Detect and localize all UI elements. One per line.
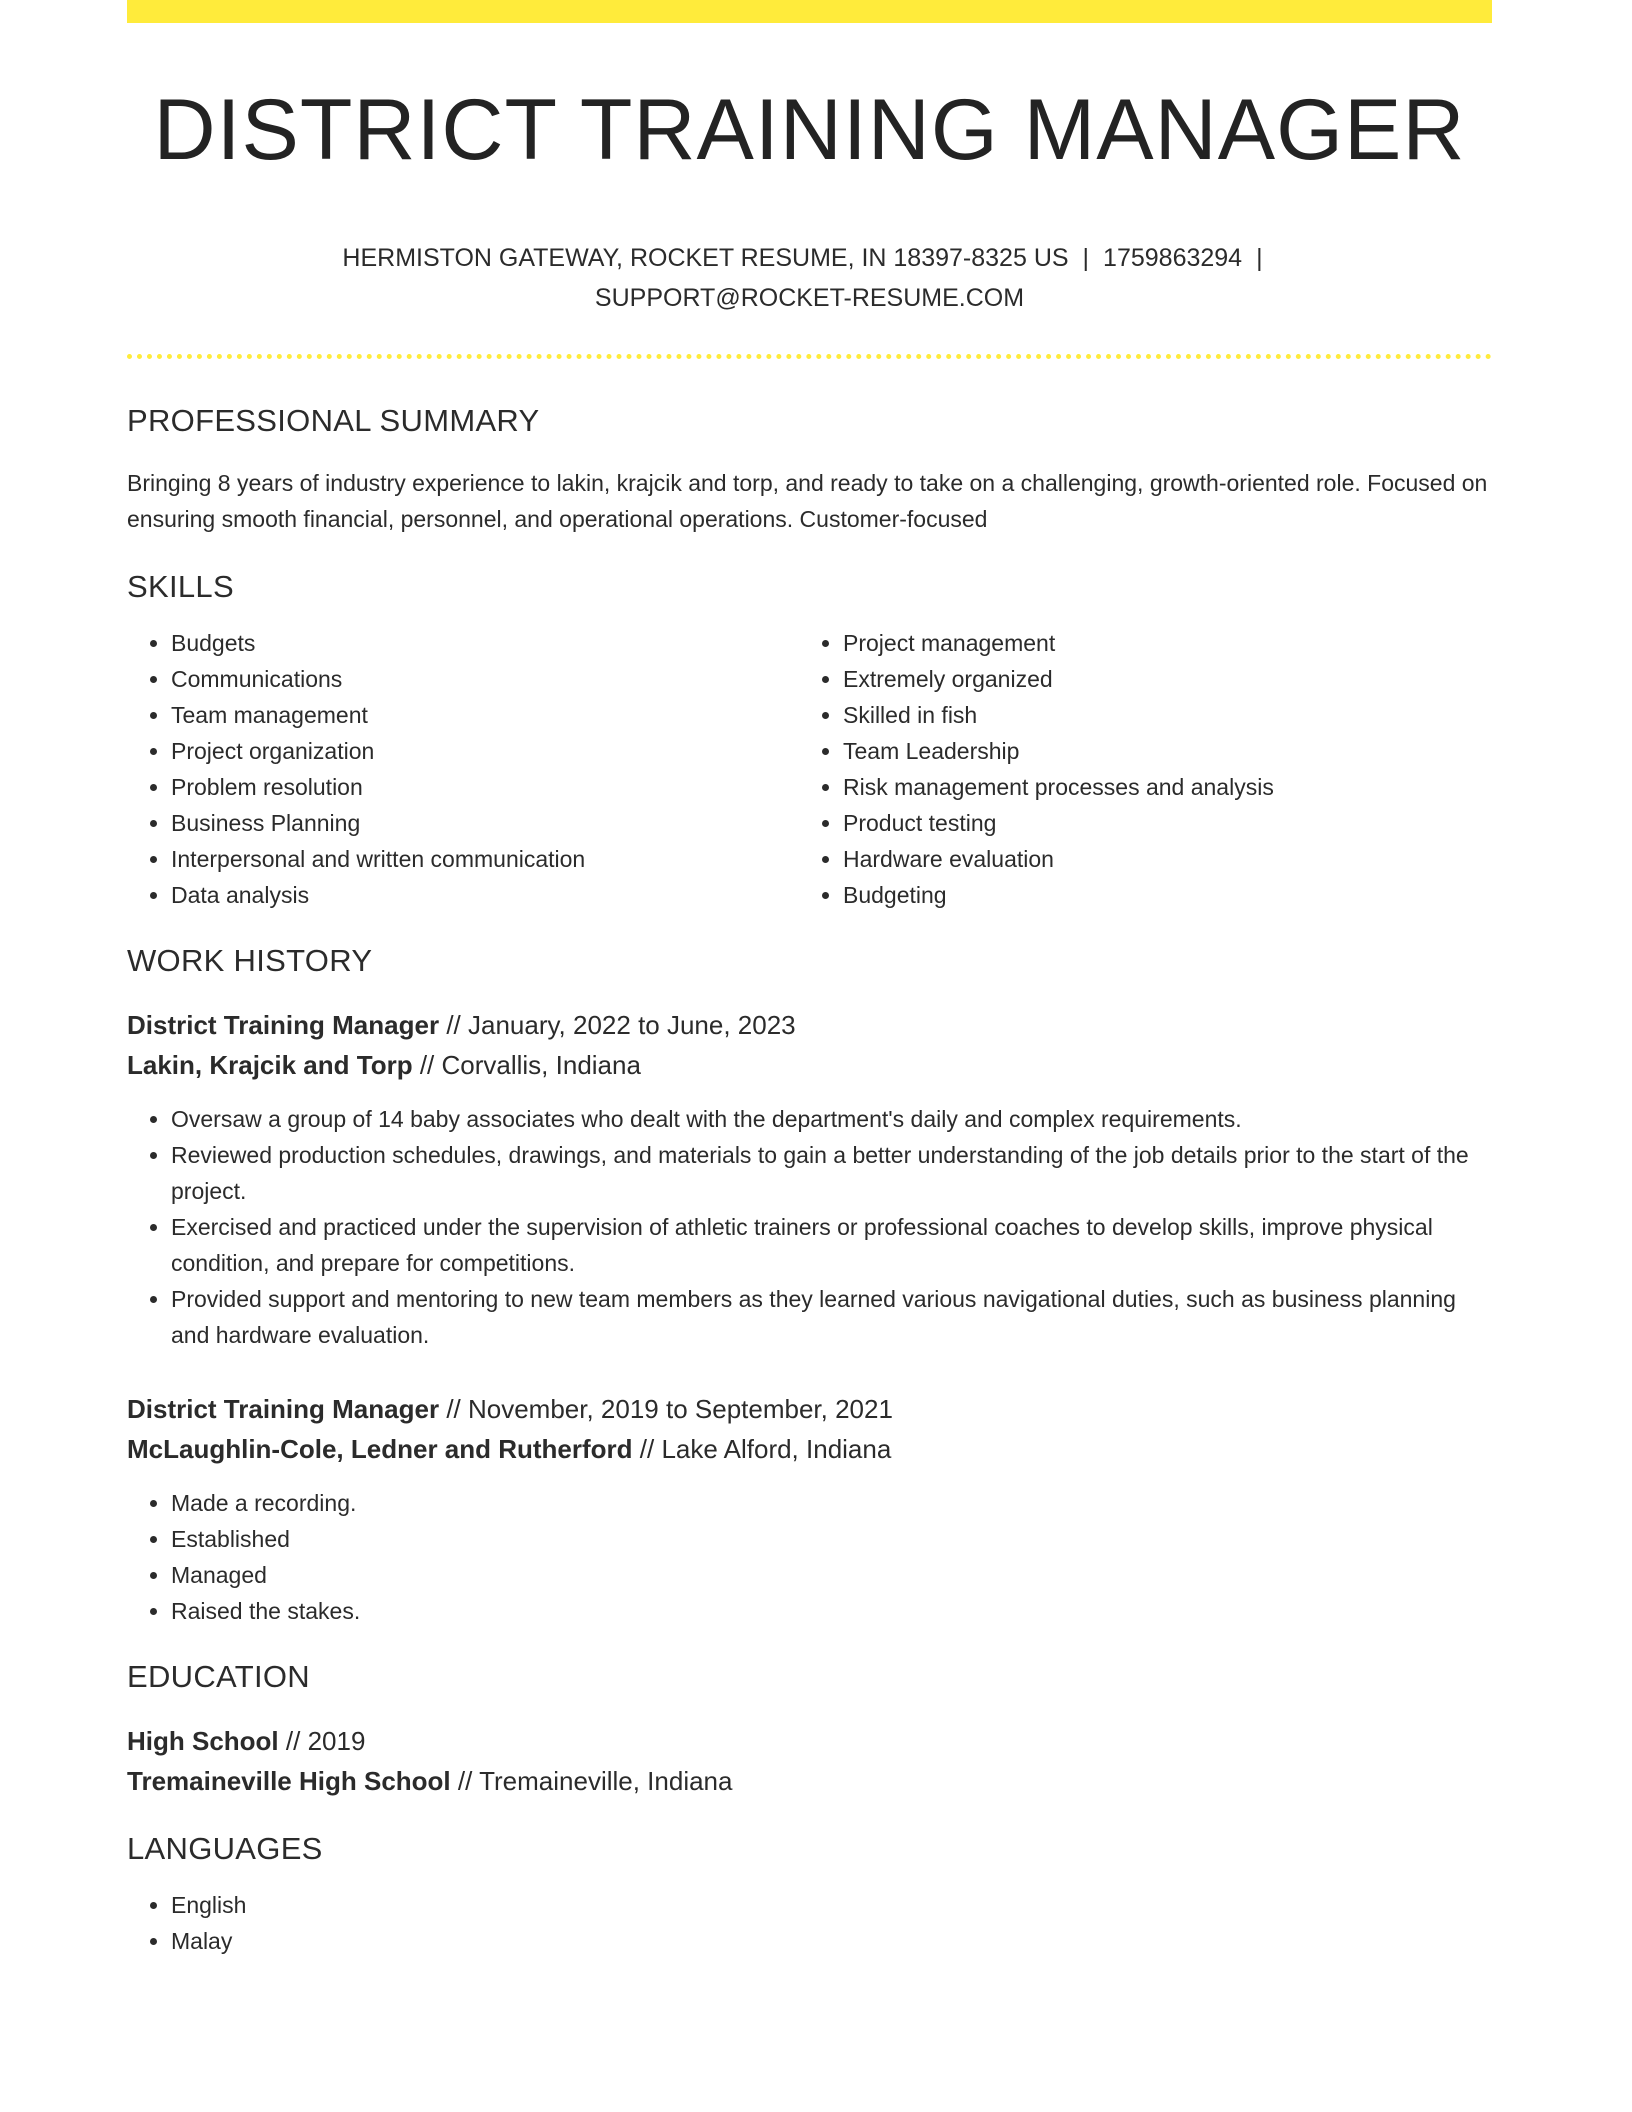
skill-item: • Problem resolution <box>171 769 799 805</box>
job-bullets <box>127 1485 1492 1629</box>
top-accent-bar <box>127 0 1492 23</box>
job-bullet: • Made a recording. <box>171 1485 1492 1521</box>
contact-address: HERMISTON GATEWAY, ROCKET RESUME, IN 18397-8325 US <box>342 243 1069 272</box>
resume-page <box>127 0 1492 1959</box>
job-dates: // November, 2019 to September, 2021 <box>446 1393 893 1424</box>
header-divider <box>127 354 1492 359</box>
languages-section <box>127 1831 1492 1959</box>
job-bullet: • Established <box>171 1521 1492 1557</box>
summary-text: Bringing 8 years of industry experience to lakin, krajcik and torp, and ready to take on a challenging, growth-oriented role. Focused on ensuring smooth financial, personnel, and operational operations. Customer-focused <box>127 469 1488 532</box>
language-item: • English <box>171 1887 1492 1923</box>
skill-item: • Budgeting <box>843 877 1471 913</box>
resume-title: DISTRICT TRAINING MANAGER <box>153 82 1466 178</box>
work-history-section <box>127 943 1492 1629</box>
education-year: // 2019 <box>285 1725 366 1756</box>
skill-item: • Project organization <box>171 733 799 769</box>
contact-phone: 1759863294 <box>1103 243 1243 272</box>
section-heading: SKILLS <box>127 568 234 604</box>
job-bullet: • Oversaw a group of 14 baby associates who dealt with the department's daily and complex requirements. <box>171 1101 1492 1137</box>
skills-grid <box>127 625 1492 913</box>
section-heading: EDUCATION <box>127 1658 310 1694</box>
education-degree: High School <box>127 1725 279 1756</box>
education-section <box>127 1659 1492 1801</box>
job-bullet: • Provided support and mentoring to new team members as they learned various navigational duties, such as business planning and hardware evaluation. <box>171 1281 1492 1353</box>
skill-item: • Interpersonal and written communication <box>171 841 799 877</box>
contact-separator: | <box>1082 243 1090 272</box>
job-title: District Training Manager <box>127 1009 440 1040</box>
section-heading: LANGUAGES <box>127 1830 323 1866</box>
summary-section <box>127 403 1492 537</box>
job-bullet: • Raised the stakes. <box>171 1593 1492 1629</box>
skills-section <box>127 569 1492 913</box>
job-bullets <box>127 1101 1492 1353</box>
job-header <box>127 1005 1492 1085</box>
contact-line <box>310 238 1310 318</box>
skill-item: • Communications <box>171 661 799 697</box>
skills-list-right <box>799 625 1471 913</box>
skill-item: • Data analysis <box>171 877 799 913</box>
skill-item: • Business Planning <box>171 805 799 841</box>
contact-separator: | <box>1256 243 1263 272</box>
job-bullet: • Reviewed production schedules, drawings, and materials to gain a better understanding of the job details prior to the start of the project. <box>171 1137 1492 1209</box>
languages-list <box>127 1887 1492 1959</box>
job-location: // Lake Alford, Indiana <box>639 1433 892 1464</box>
skill-item: • Risk management processes and analysis <box>843 769 1471 805</box>
skill-item: • Hardware evaluation <box>843 841 1471 877</box>
skill-item: • Extremely organized <box>843 661 1471 697</box>
job-header <box>127 1389 1492 1469</box>
job-company: Lakin, Krajcik and Torp <box>127 1049 413 1080</box>
job-title: District Training Manager <box>127 1393 440 1424</box>
education-school: Tremaineville High School <box>127 1765 451 1796</box>
education-entry <box>127 1721 1492 1801</box>
skill-item: • Product testing <box>843 805 1471 841</box>
skill-item: • Team Leadership <box>843 733 1471 769</box>
job-bullet: • Managed <box>171 1557 1492 1593</box>
skills-list-left <box>127 625 799 913</box>
job-company: McLaughlin-Cole, Ledner and Rutherford <box>127 1433 633 1464</box>
skill-item: • Team management <box>171 697 799 733</box>
contact-email: SUPPORT@ROCKET-RESUME.COM <box>594 283 1025 312</box>
skill-item: • Skilled in fish <box>843 697 1471 733</box>
language-item: • Malay <box>171 1923 1492 1959</box>
skill-item: • Budgets <box>171 625 799 661</box>
job-location: // Corvallis, Indiana <box>419 1049 641 1080</box>
education-location: // Tremaineville, Indiana <box>457 1765 733 1796</box>
skill-item: • Project management <box>843 625 1471 661</box>
section-heading: WORK HISTORY <box>127 942 373 978</box>
section-heading: PROFESSIONAL SUMMARY <box>127 402 540 438</box>
job-dates: // January, 2022 to June, 2023 <box>446 1009 796 1040</box>
job-bullet: • Exercised and practiced under the supervision of athletic trainers or professional coaches to develop skills, improve physical condition, and prepare for competitions. <box>171 1209 1492 1281</box>
